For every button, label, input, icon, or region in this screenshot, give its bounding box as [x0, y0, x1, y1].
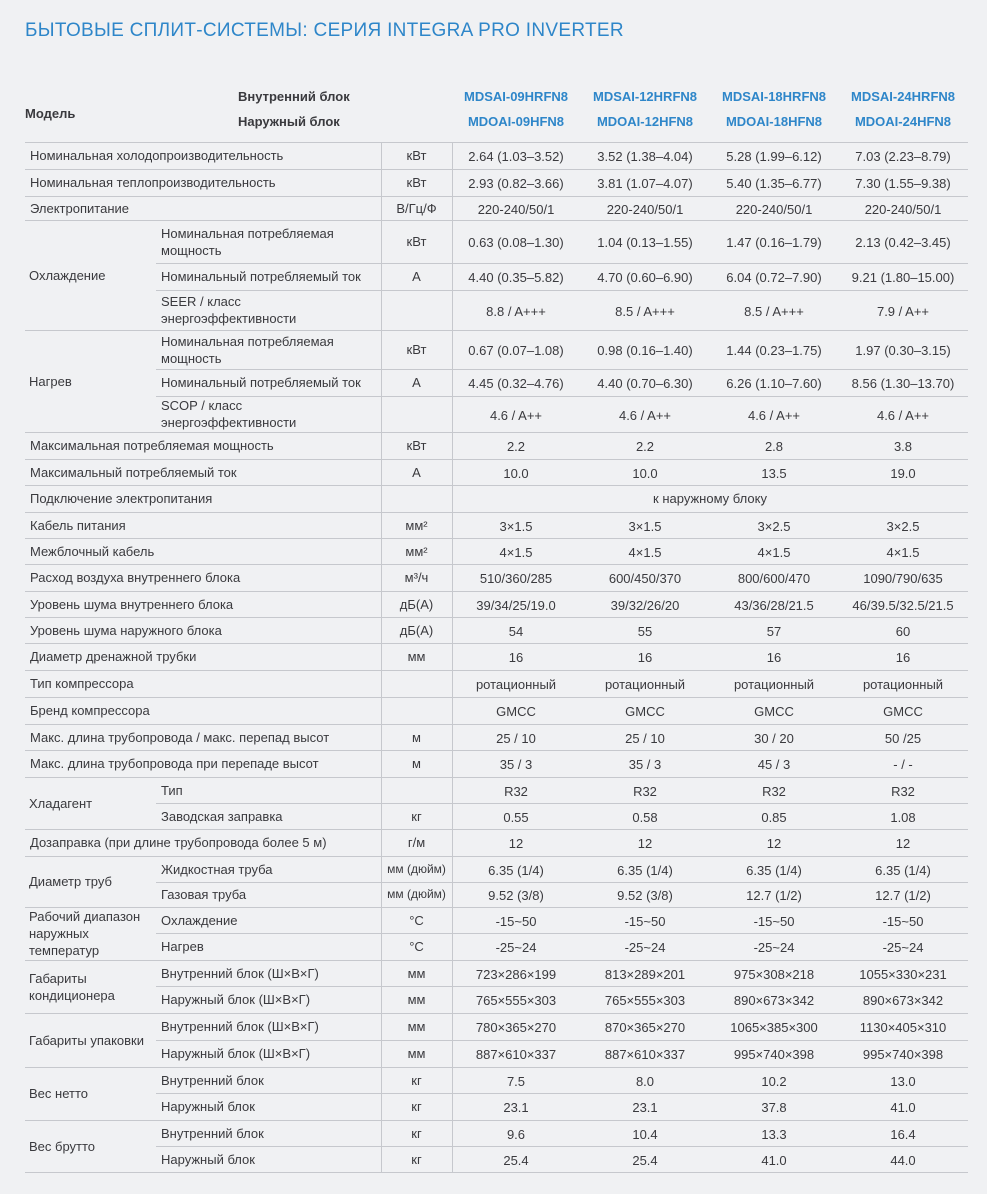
outdoor-model-code: MDOAI-12HFN8 [596, 114, 694, 129]
spec-value: 220-240/50/1 [477, 201, 555, 217]
spec-value: 35 / 3 [499, 757, 533, 772]
spec-value: 23.1 [503, 1100, 529, 1115]
outdoor-model-code: MDOAI-09HFN8 [467, 114, 565, 129]
row-label: Тип компрессора [30, 676, 134, 691]
spec-value: 4×1.5 [757, 544, 791, 560]
spec-value: -15~50 [882, 913, 924, 929]
spec-value: GMCC [883, 704, 923, 719]
row-label: Межблочный кабель [30, 543, 155, 559]
spec-value: 16 [508, 650, 524, 665]
spec-value: 2.64 (1.03–3.52) [468, 149, 564, 164]
spec-value: 7.03 (2.23–8.79) [855, 149, 951, 164]
spec-value: 7.5 [506, 1073, 526, 1089]
spec-value: 12.7 (1/2) [875, 888, 931, 903]
row-label: Дозаправка (при длине трубопровода более 5 м) [30, 835, 327, 850]
row-label: Внутренний блок (Ш×В×Г) [161, 1019, 319, 1034]
spec-value: -15~50 [495, 913, 537, 929]
row-unit: °С [409, 912, 424, 928]
spec-value: 2.2 [506, 439, 526, 454]
spec-value: 9.6 [506, 1126, 526, 1142]
spec-value: 0.63 (0.08–1.30) [468, 235, 564, 250]
spec-value: 46/39.5/32.5/21.5 [852, 597, 954, 613]
unit-column-divider-right [452, 142, 453, 1172]
row-unit: кВт [406, 148, 427, 163]
spec-value: GMCC [496, 704, 536, 719]
spec-value: 12 [895, 836, 911, 851]
spec-value: 1130×405×310 [859, 1020, 947, 1035]
spec-value: 13.5 [761, 465, 787, 481]
spec-value: -25~24 [753, 940, 795, 955]
spec-value: 10.0 [503, 465, 529, 481]
spec-value: 765×555×303 [475, 993, 557, 1008]
row-unit: дБ(А) [399, 596, 434, 612]
spec-value: 57 [766, 623, 782, 639]
spec-value: 3×2.5 [886, 518, 920, 534]
spec-value: 0.55 [503, 809, 529, 825]
spec-value: 8.8 / A+++ [486, 303, 546, 319]
row-label: Макс. длина трубопровода при перепаде высот [30, 756, 319, 771]
spec-value: 780×365×270 [475, 1020, 557, 1035]
spec-value: 890×673×342 [862, 993, 944, 1008]
spec-value: 765×555×303 [604, 993, 686, 1008]
spec-value: 13.3 [761, 1126, 787, 1142]
row-label: Диаметр дренажной трубки [30, 649, 197, 664]
spec-value: 39/32/26/20 [610, 597, 680, 613]
spec-value: ротационный [475, 677, 557, 692]
spec-value: 41.0 [761, 1152, 787, 1168]
row-unit: мм [407, 1046, 426, 1061]
spec-value: 6.26 (1.10–7.60) [726, 376, 822, 391]
spec-value: ротационный [862, 677, 944, 692]
spec-value: 600/450/370 [608, 571, 682, 586]
row-label: Расход воздуха внутреннего блока [30, 570, 241, 585]
row-unit: м [412, 729, 421, 745]
row-label: Внутренний блок (Ш×В×Г) [161, 965, 319, 981]
row-unit: кг [411, 808, 422, 824]
spec-value: 45 / 3 [757, 757, 791, 772]
spec-value: 23.1 [632, 1100, 658, 1115]
spec-value: ротационный [733, 677, 815, 692]
spec-value: 510/360/285 [479, 571, 553, 586]
spec-value: -25~24 [495, 940, 537, 955]
row-unit: кВт [406, 175, 427, 190]
row-unit: мм² [405, 543, 428, 559]
spec-value: 887×610×337 [604, 1047, 686, 1062]
group-label: Хладагент [29, 795, 93, 811]
row-unit: кг [411, 1072, 422, 1088]
row-unit: мм² [405, 517, 428, 533]
spec-value: 1055×330×231 [859, 966, 947, 982]
spec-value: 0.98 (0.16–1.40) [597, 343, 693, 358]
spec-value: 37.8 [761, 1100, 787, 1115]
spec-value: 887×610×337 [475, 1047, 557, 1062]
spec-value: 4×1.5 [886, 544, 920, 560]
spec-value: 41.0 [890, 1100, 916, 1115]
spec-value: 3×1.5 [499, 518, 533, 534]
spec-value: 995×740×398 [733, 1047, 815, 1062]
spec-value: 4.6 / A++ [747, 407, 801, 423]
spec-value: 6.35 (1/4) [746, 862, 802, 878]
spec-value: R32 [891, 783, 915, 799]
row-label: Наружный блок (Ш×В×Г) [161, 1046, 311, 1061]
group-label: Габариты кондиционера [29, 970, 115, 1003]
spec-value: 0.67 (0.07–1.08) [468, 343, 564, 358]
spec-value: 5.28 (1.99–6.12) [726, 149, 822, 164]
page-title: БЫТОВЫЕ СПЛИТ-СИСТЕМЫ: СЕРИЯ INTEGRA PRO INVERTER [25, 20, 624, 41]
spec-value: 4.45 (0.32–4.76) [468, 376, 564, 391]
row-unit: кВт [406, 342, 427, 357]
row-unit: мм [407, 649, 426, 664]
group-label: Охлаждение [29, 267, 106, 283]
group-label: Вес нетто [29, 1086, 88, 1101]
spec-value: 12 [508, 836, 524, 851]
spec-value: 3.52 (1.38–4.04) [597, 149, 693, 164]
spec-value: R32 [762, 783, 786, 799]
unit-column-divider-left [381, 142, 382, 1172]
spec-value: 220-240/50/1 [864, 201, 942, 217]
spec-value: 12 [766, 836, 782, 851]
spec-value: - / - [893, 757, 913, 772]
row-unit: кВт [406, 438, 427, 453]
spec-value: 1.97 (0.30–3.15) [855, 343, 951, 358]
model-header-label: Модель [25, 106, 76, 121]
spec-value: 220-240/50/1 [606, 201, 684, 217]
row-unit: м³/ч [404, 570, 429, 585]
spec-value: 16 [637, 650, 653, 665]
row-label: Наружный блок [161, 1099, 255, 1114]
row-label: Номинальная теплопроизводительность [30, 175, 276, 190]
spec-value: 19.0 [890, 465, 916, 481]
spec-value: 2.93 (0.82–3.66) [468, 176, 564, 191]
outdoor-model-code: MDOAI-18HFN8 [725, 114, 823, 129]
spec-value: 1.44 (0.23–1.75) [726, 343, 822, 358]
merged-value: к наружному блоку [653, 491, 767, 506]
spec-value: 3×1.5 [628, 518, 662, 534]
spec-value: 6.35 (1/4) [875, 862, 931, 878]
row-unit: °С [409, 939, 424, 954]
spec-value: GMCC [754, 704, 794, 719]
spec-value: 813×289×201 [604, 966, 686, 982]
row-unit: кг [411, 1151, 422, 1167]
row-label: Наружный блок [161, 1151, 255, 1167]
indoor-model-code: MDSAI-09HRFN8 [463, 89, 568, 104]
spec-value: 890×673×342 [733, 993, 815, 1008]
outdoor-model-code: MDOAI-24HFN8 [854, 114, 952, 129]
spec-value: 4.40 (0.35–5.82) [468, 270, 564, 285]
row-divider [25, 1172, 968, 1173]
row-label: SCOP / класс энергоэффективности [161, 398, 297, 430]
row-unit: мм [407, 992, 426, 1007]
row-label: Номинальная потребляемая мощность [161, 225, 334, 258]
spec-value: 723×286×199 [475, 966, 557, 982]
row-label: Внутренний блок [161, 1072, 264, 1088]
row-unit: дБ(А) [399, 622, 434, 638]
spec-value: 13.0 [890, 1073, 916, 1089]
row-label: Заводская заправка [161, 808, 283, 824]
row-label: Уровень шума наружного блока [30, 622, 222, 638]
spec-value: 30 / 20 [754, 730, 794, 746]
row-unit: м [412, 756, 421, 771]
spec-value: 2.2 [635, 439, 655, 454]
row-unit: мм [407, 965, 426, 981]
spec-value: 25.4 [632, 1152, 658, 1168]
spec-value: 55 [637, 623, 653, 639]
group-label: Вес брутто [29, 1138, 96, 1154]
group-label: Рабочий диапазон наружных температур [29, 909, 141, 958]
row-label: Номинальная потребляемая мощность [161, 333, 334, 366]
spec-value: R32 [504, 783, 528, 799]
row-unit: кг [411, 1125, 422, 1141]
spec-value: 2.8 [764, 439, 784, 454]
spec-value: 0.58 [632, 809, 658, 825]
row-label: Максимальная потребляемая мощность [30, 438, 274, 453]
spec-value: 10.4 [632, 1126, 658, 1142]
row-unit: кВт [406, 234, 427, 249]
spec-value: 12 [637, 836, 653, 851]
group-label: Диаметр труб [29, 874, 112, 889]
spec-value: 50 /25 [884, 730, 922, 746]
spec-value: 7.30 (1.55–9.38) [855, 176, 951, 191]
spec-value: 10.0 [632, 465, 658, 481]
row-unit: А [412, 269, 421, 284]
indoor-model-code: MDSAI-24HRFN8 [850, 89, 955, 104]
row-label: Номинальный потребляемый ток [161, 375, 361, 390]
spec-value: 0.85 [761, 809, 787, 825]
row-label: Охлаждение [161, 912, 238, 928]
spec-value: 4×1.5 [628, 544, 662, 560]
spec-value: 9.52 (3/8) [617, 888, 673, 903]
spec-value: R32 [633, 783, 657, 799]
spec-value: 16 [895, 650, 911, 665]
spec-value: 35 / 3 [628, 757, 662, 772]
row-label: Номинальная холодопроизводительность [30, 148, 284, 163]
row-unit: мм (дюйм) [387, 887, 446, 901]
row-label: Тип [161, 782, 183, 798]
spec-value: 2.13 (0.42–3.45) [855, 235, 951, 250]
spec-value: -25~24 [882, 940, 924, 955]
row-label: SEER / класс энергоэффективности [161, 294, 297, 326]
row-unit: г/м [407, 835, 426, 850]
spec-value: 4.70 (0.60–6.90) [597, 270, 693, 285]
indoor-model-code: MDSAI-18HRFN8 [721, 89, 826, 104]
spec-value: 220-240/50/1 [735, 201, 813, 217]
spec-value: -25~24 [624, 940, 666, 955]
row-label: Наружный блок (Ш×В×Г) [161, 992, 311, 1007]
row-unit: А [412, 464, 421, 480]
spec-value: -15~50 [753, 913, 795, 929]
spec-value: 3.8 [893, 439, 913, 454]
outdoor-unit-header-label: Наружный блок [238, 114, 340, 129]
row-unit: А [412, 375, 421, 390]
spec-value: 975×308×218 [733, 966, 815, 982]
spec-value: 6.04 (0.72–7.90) [726, 270, 822, 285]
spec-value: 1.04 (0.13–1.55) [597, 235, 693, 250]
row-label: Уровень шума внутреннего блока [30, 596, 234, 612]
spec-value: 8.5 / A+++ [615, 303, 675, 319]
spec-value: 25 / 10 [625, 730, 665, 746]
indoor-model-code: MDSAI-12HRFN8 [592, 89, 697, 104]
spec-value: 1065×385×300 [730, 1020, 818, 1035]
spec-value: 60 [895, 623, 911, 639]
spec-value: 8.0 [635, 1073, 655, 1089]
group-label: Габариты упаковки [29, 1032, 145, 1048]
row-label: Электропитание [30, 200, 129, 216]
spec-value: 9.21 (1.80–15.00) [851, 270, 955, 285]
row-label: Жидкостная труба [161, 861, 273, 877]
spec-value: 1.47 (0.16–1.79) [726, 235, 822, 250]
row-label: Нагрев [161, 939, 204, 954]
row-label: Подключение электропитания [30, 491, 213, 506]
spec-value: -15~50 [624, 913, 666, 929]
spec-value: 12.7 (1/2) [746, 888, 802, 903]
spec-value: 4.6 / A++ [876, 407, 930, 423]
row-label: Внутренний блок [161, 1125, 264, 1141]
row-unit: мм (дюйм) [387, 861, 446, 876]
spec-value: 6.35 (1/4) [488, 862, 544, 878]
spec-value: 10.2 [761, 1073, 787, 1089]
row-label: Максимальный потребляемый ток [30, 464, 237, 480]
spec-value: 16 [766, 650, 782, 665]
spec-value: GMCC [625, 704, 665, 719]
spec-value: 6.35 (1/4) [617, 862, 673, 878]
spec-value: 870×365×270 [604, 1020, 686, 1035]
spec-value: 1090/790/635 [863, 571, 943, 586]
spec-value: 3×2.5 [757, 518, 791, 534]
spec-value: 1.08 [890, 809, 916, 825]
row-label: Макс. длина трубопровода / макс. перепад высот [30, 729, 330, 745]
spec-value: 8.5 / A+++ [744, 303, 804, 319]
row-unit: кг [411, 1099, 422, 1114]
row-label: Бренд компрессора [30, 703, 150, 718]
spec-value: 7.9 / A++ [876, 303, 930, 319]
spec-value: 800/600/470 [737, 571, 811, 586]
spec-value: 4.6 / A++ [489, 407, 543, 423]
spec-value: 39/34/25/19.0 [476, 597, 556, 613]
spec-value: 3.81 (1.07–4.07) [597, 176, 693, 191]
row-label: Номинальный потребляемый ток [161, 269, 361, 284]
spec-value: 4×1.5 [499, 544, 533, 560]
indoor-unit-header-label: Внутренний блок [238, 89, 350, 104]
spec-value: 16.4 [890, 1126, 916, 1142]
row-unit: мм [407, 1019, 426, 1034]
spec-value: 4.40 (0.70–6.30) [597, 376, 693, 391]
row-label: Кабель питания [30, 517, 126, 533]
spec-value: 54 [508, 623, 524, 639]
row-label: Газовая труба [161, 887, 247, 902]
row-unit: В/Гц/Ф [396, 200, 437, 216]
spec-value: 5.40 (1.35–6.77) [726, 176, 822, 191]
spec-value: 25 / 10 [496, 730, 536, 746]
spec-value: 8.56 (1.30–13.70) [851, 376, 955, 391]
spec-value: 4.6 / A++ [618, 407, 672, 423]
spec-value: 25.4 [503, 1152, 529, 1168]
spec-value: ротационный [604, 677, 686, 692]
spec-value: 995×740×398 [862, 1047, 944, 1062]
spec-value: 9.52 (3/8) [488, 888, 544, 903]
group-label: Нагрев [29, 373, 72, 389]
spec-value: 43/36/28/21.5 [734, 597, 814, 613]
spec-value: 44.0 [890, 1152, 916, 1168]
